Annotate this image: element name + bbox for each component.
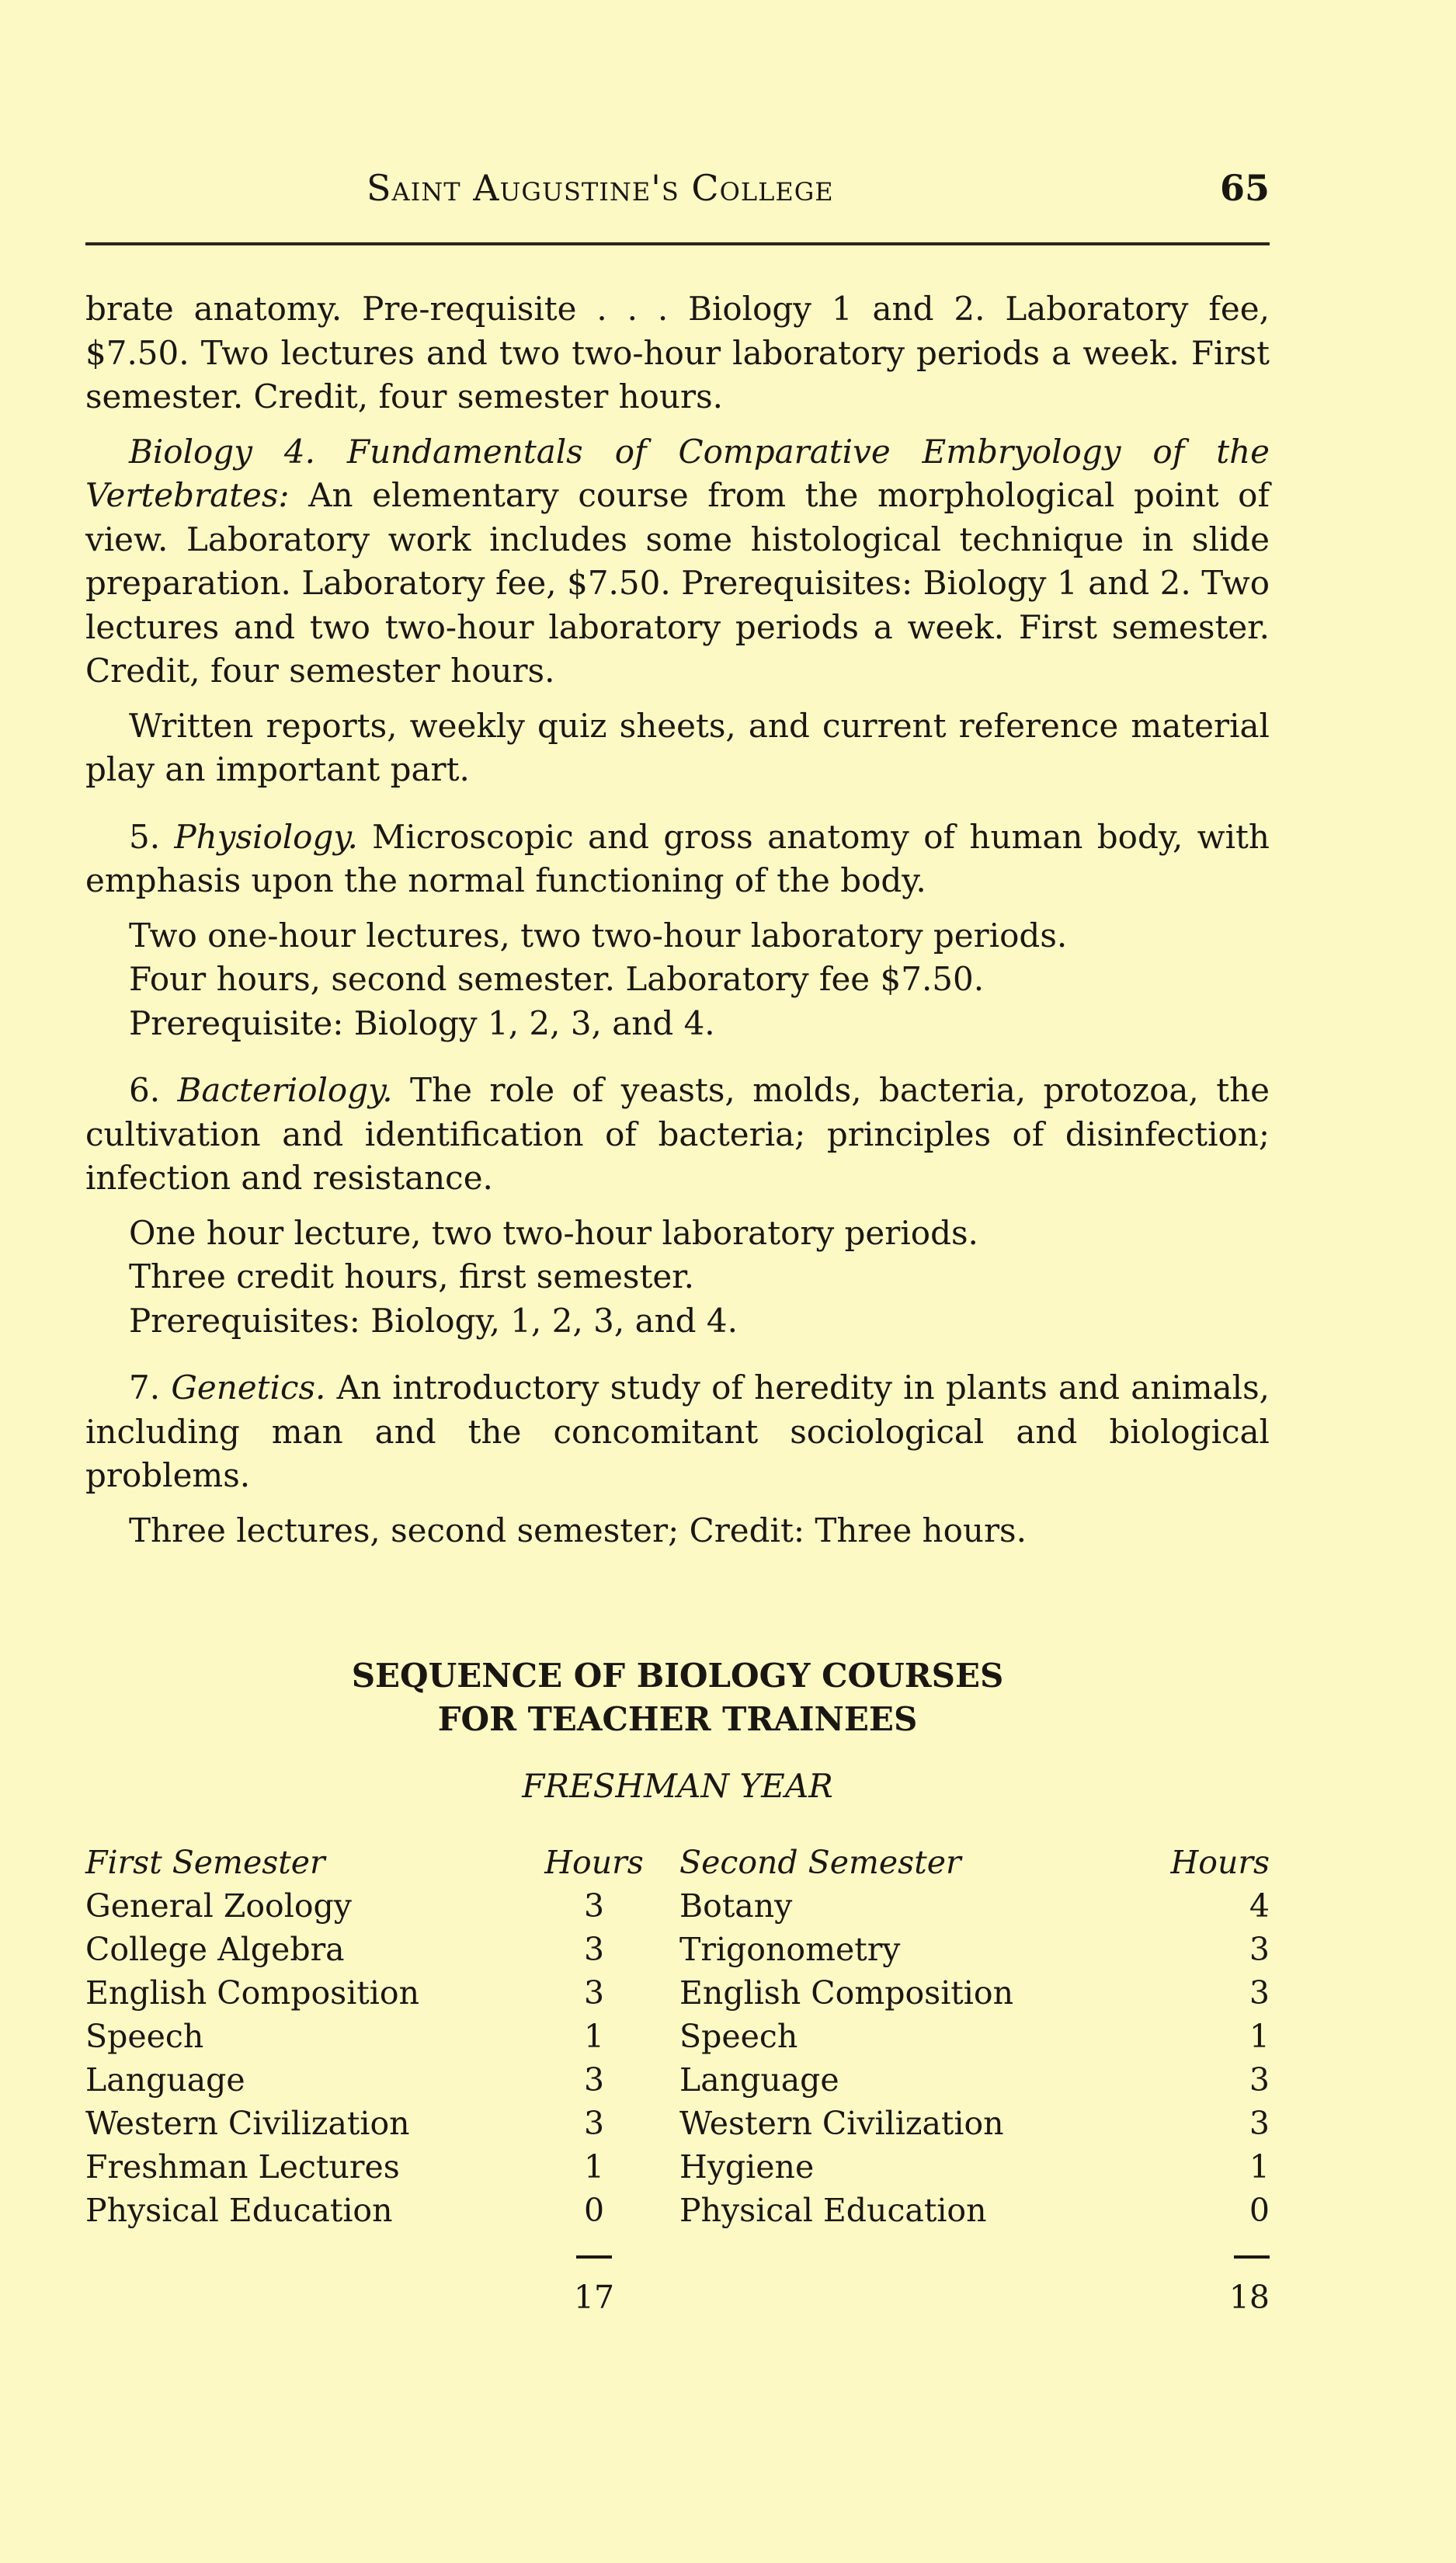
table-row: College Algebra 3 Trigonometry 3 [85,1931,1270,1968]
genetics-line-1: Three lectures, second semester; Credit: Three hours. [129,1511,1027,1549]
total-hours-first: 17 [573,2279,615,2316]
table-header-row [85,1841,1270,1884]
course-title-physiology: Physiology. [174,817,358,856]
table-row: Western Civilization 3 Western Civilization 3 [85,2105,1270,2142]
table-row: Speech 1 Speech 1 [85,2018,1270,2055]
bacteriology-line-3: Prerequisites: Biology, 1, 2, 3, and 4. [129,1301,738,1340]
col-header-second-semester: Second Semester [679,1844,961,1881]
paragraph-bacteriology: 6. Bacteriology. The role of yeasts, molds, bacteria, protozoa, the cultivation and identification of bacteria; principles of disinfection; infection and resistance. [85,1071,1270,1197]
total-rule-row [85,2232,1270,2276]
table-row: Physical Education 0 Physical Education 0 [85,2192,1270,2229]
total-rule [576,2255,612,2259]
table-row: General Zoology 3 Botany 4 [85,1887,1270,1925]
course-sequence-table [85,1841,1270,2319]
running-title: Saint Augustine's College [367,167,834,209]
table-row: Language 3 Language 3 [85,2061,1270,2099]
paragraph-biology-4: Biology 4. Fundamentals of Comparative Embryology of the Vertebrates: An elementary course from the morphological point of view. Laboratory work includes some histological technique in slide preparation. Laboratory fee, $7.50. Prerequisites: Biology 1 and 2. Two lectures and two two-hour laboratory periods a week. First semester. Credit, four semester hours. [85,432,1270,690]
paragraph-continued: brate anatomy. Pre-requisite . . . Biology 1 and 2. Laboratory fee, $7.50. Two lectures and two two-hour laboratory periods a week. First semester. Credit, four semester hours. [85,290,1270,416]
sequence-title: SEQUENCE OF BIOLOGY COURSES FOR TEACHER TRAINEES [351,1657,1004,1738]
bacteriology-line-2: Three credit hours, first semester. [129,1257,694,1295]
col-header-hours-1: Hours [544,1844,644,1881]
physiology-line-2: Four hours, second semester. Laboratory fee $7.50. [129,960,985,998]
col-header-first-semester: First Semester [85,1844,325,1881]
paragraph-genetics: 7. Genetics. An introductory study of heredity in plants and animals, including man and the concomitant sociological and biological problems. [85,1368,1270,1494]
totals-row [85,2276,1270,2319]
course-title-biology-4: Biology 4. Fundamentals of Comparative Embryology of the Vertebrates: [85,432,1270,514]
col-header-hours-2: Hours [1170,1844,1270,1881]
total-hours-second: 18 [1228,2279,1270,2316]
physiology-line-3: Prerequisite: Biology 1, 2, 3, and 4. [129,1003,715,1042]
paragraph-physiology: 5. Physiology. Microscopic and gross anatomy of human body, with emphasis upon the normal functioning of the body. [85,817,1270,899]
page-number: 65 [1219,167,1270,209]
course-descriptions [85,287,1270,1553]
table-row: Freshman Lectures 1 Hygiene 1 [85,2148,1270,2186]
course-title-bacteriology: Bacteriology. [177,1071,393,1109]
paragraph-reports: Written reports, weekly quiz sheets, and current reference material play an important part. [85,706,1270,788]
year-heading: FRESHMAN YEAR [522,1767,833,1805]
bacteriology-line-1: One hour lecture, two two-hour laboratory periods. [129,1213,978,1252]
total-rule [1234,2255,1270,2259]
running-head [85,167,1270,214]
table-row: English Composition 3 English Composition 3 [85,1974,1270,2012]
physiology-line-1: Two one-hour lectures, two two-hour laboratory periods. [129,916,1068,955]
course-title-genetics: Genetics. [171,1368,326,1407]
header-rule [85,242,1270,245]
